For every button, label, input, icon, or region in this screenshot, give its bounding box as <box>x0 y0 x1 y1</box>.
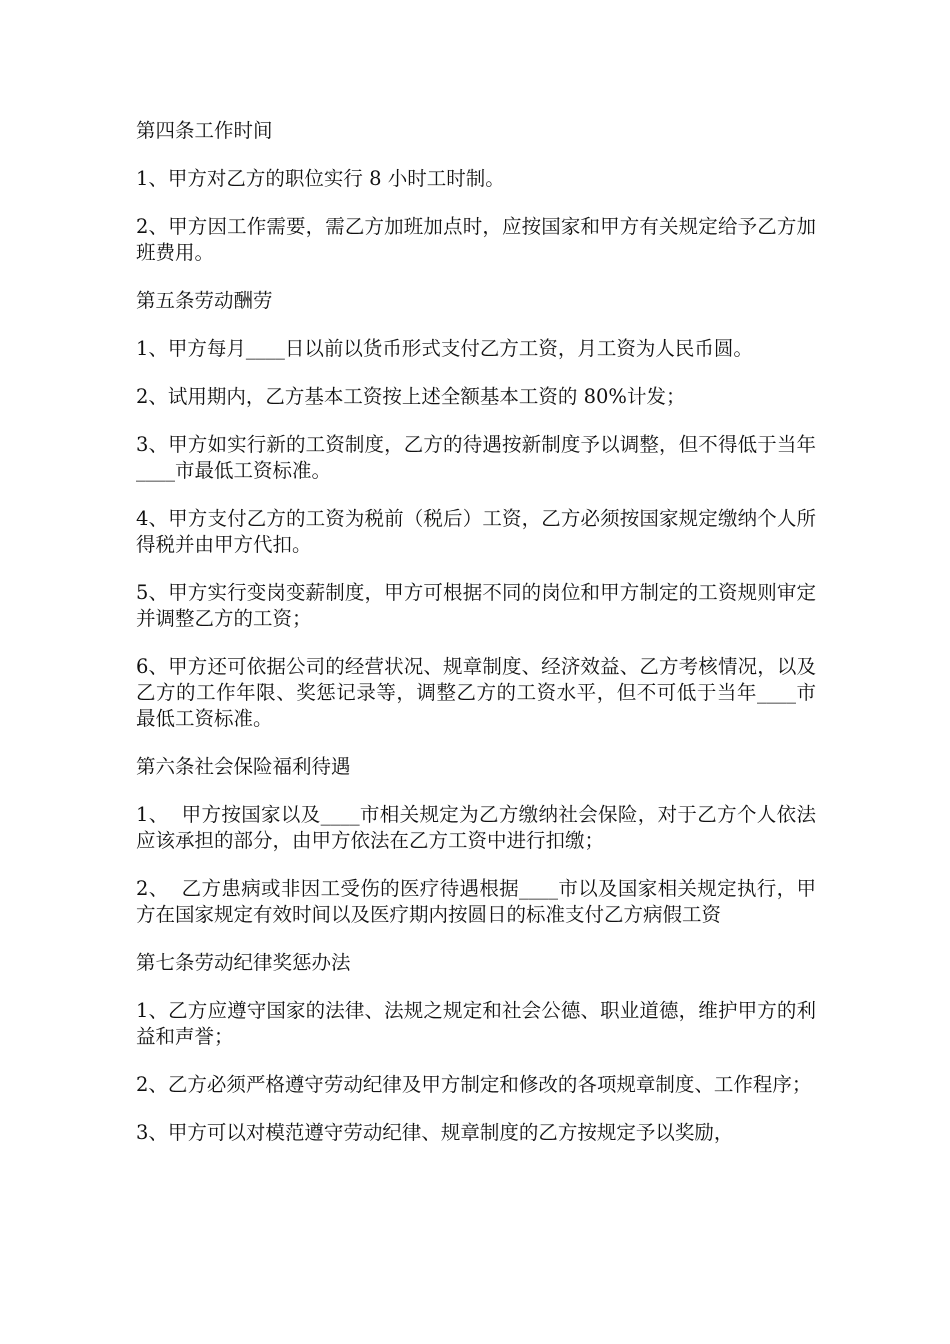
article-5-clause-4: 4、甲方支付乙方的工资为税前（税后）工资，乙方必须按国家规定缴纳个人所得税并由甲方代扣。 <box>136 507 816 556</box>
article-6-clause-1: 1、 甲方按国家以及____市相关规定为乙方缴纳社会保险，对于乙方个人依法应该承担的部分，由甲方依法在乙方工资中进行扣缴； <box>136 803 816 852</box>
article-7-heading: 第七条劳动纪律奖惩办法 <box>136 951 351 974</box>
article-5-clause-6: 6、甲方还可依据公司的经营状况、规章制度、经济效益、乙方考核情况，以及乙方的工作年限、奖惩记录等，调整乙方的工资水平，但不可低于当年____市最低工资标准。 <box>136 655 816 730</box>
article-7-clause-3: 3、甲方可以对模范遵守劳动纪律、规章制度的乙方按规定予以奖励， <box>136 1121 734 1144</box>
article-5-clause-3: 3、甲方如实行新的工资制度，乙方的待遇按新制度予以调整，但不得低于当年____市最低工资标准。 <box>136 433 816 482</box>
article-4-clause-2: 2、甲方因工作需要，需乙方加班加点时，应按国家和甲方有关规定给予乙方加班费用。 <box>136 215 816 264</box>
article-7-clause-1: 1、乙方应遵守国家的法律、法规之规定和社会公德、职业道德，维护甲方的利益和声誉； <box>136 999 816 1048</box>
article-4-heading: 第四条工作时间 <box>136 119 273 142</box>
article-5-clause-2: 2、试用期内，乙方基本工资按上述全额基本工资的 80%计发； <box>136 385 686 408</box>
article-7-clause-2: 2、乙方必须严格遵守劳动纪律及甲方制定和修改的各项规章制度、工作程序； <box>136 1073 812 1096</box>
article-6-clause-2: 2、 乙方患病或非因工受伤的医疗待遇根据____市以及国家相关规定执行，甲方在国家规定有效时间以及医疗期内按圆日的标准支付乙方病假工资 <box>136 877 816 926</box>
article-5-clause-5: 5、甲方实行变岗变薪制度，甲方可根据不同的岗位和甲方制定的工资规则审定并调整乙方的工资； <box>136 581 816 630</box>
article-5-clause-1: 1、甲方每月____日以前以货币形式支付乙方工资，月工资为人民币圆。 <box>136 337 753 360</box>
article-4-clause-1: 1、甲方对乙方的职位实行 8 小时工时制。 <box>136 167 505 190</box>
article-5-heading: 第五条劳动酬劳 <box>136 289 273 312</box>
article-6-heading: 第六条社会保险福利待遇 <box>136 755 351 778</box>
document-body <box>136 118 816 1168</box>
